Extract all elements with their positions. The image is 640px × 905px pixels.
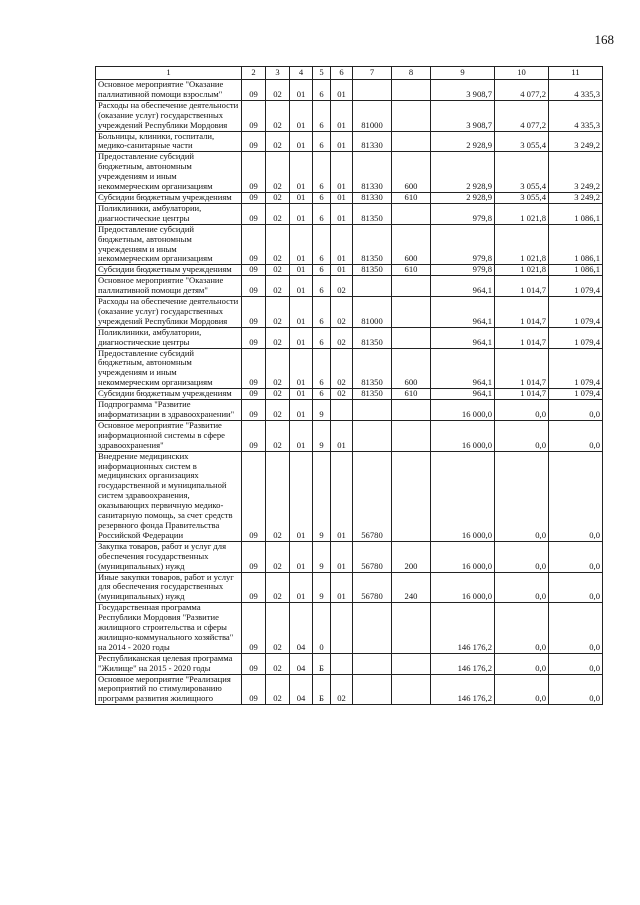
code-cell: 01 (331, 131, 353, 152)
code-cell: 09 (242, 327, 266, 348)
code-cell: 02 (266, 265, 290, 276)
row-name-cell: Поликлиники, амбулатории, диагностические центры (96, 327, 242, 348)
code-cell: 01 (290, 541, 313, 572)
code-cell: 56780 (353, 572, 392, 603)
code-cell (353, 276, 392, 297)
amount-cell: 2 928,9 (431, 152, 495, 193)
amount-cell: 1 014,7 (495, 297, 549, 328)
table-row (96, 348, 603, 389)
code-cell: 6 (313, 327, 331, 348)
code-cell (331, 603, 353, 654)
code-cell: 81000 (353, 297, 392, 328)
code-cell: 01 (290, 572, 313, 603)
code-cell: 09 (242, 420, 266, 451)
table-row (96, 327, 603, 348)
amount-cell: 4 335,3 (549, 80, 603, 101)
amount-cell: 16 000,0 (431, 451, 495, 541)
code-cell: 6 (313, 265, 331, 276)
code-cell: 6 (313, 80, 331, 101)
amount-cell: 16 000,0 (431, 400, 495, 421)
code-cell: 02 (266, 203, 290, 224)
code-cell (392, 297, 431, 328)
row-name-cell: Подпрограмма "Развитие информатизации в здравоохранении" (96, 400, 242, 421)
code-cell: 09 (242, 152, 266, 193)
code-cell: 01 (290, 451, 313, 541)
amount-cell: 16 000,0 (431, 572, 495, 603)
code-cell: 02 (266, 420, 290, 451)
amount-cell: 146 176,2 (431, 674, 495, 705)
amount-cell: 1 086,1 (549, 224, 603, 265)
amount-cell: 0,0 (549, 541, 603, 572)
code-cell: 04 (290, 674, 313, 705)
code-cell: 02 (266, 100, 290, 131)
amount-cell: 1 079,4 (549, 297, 603, 328)
column-header: 3 (266, 67, 290, 80)
code-cell: 9 (313, 400, 331, 421)
code-cell (331, 653, 353, 674)
table-row (96, 400, 603, 421)
code-cell (353, 674, 392, 705)
amount-cell: 1 079,4 (549, 327, 603, 348)
code-cell: 09 (242, 265, 266, 276)
code-cell (392, 603, 431, 654)
column-header: 6 (331, 67, 353, 80)
code-cell: 6 (313, 389, 331, 400)
table-row (96, 653, 603, 674)
code-cell: 01 (331, 152, 353, 193)
code-cell: 81000 (353, 100, 392, 131)
table-row (96, 100, 603, 131)
code-cell: 01 (290, 265, 313, 276)
amount-cell: 964,1 (431, 348, 495, 389)
column-header: 9 (431, 67, 495, 80)
code-cell: 610 (392, 192, 431, 203)
code-cell (392, 203, 431, 224)
amount-cell: 1 014,7 (495, 327, 549, 348)
row-name-cell: Закупка товаров, работ и услуг для обеспечения государственных (муниципальных) нужд (96, 541, 242, 572)
code-cell: 600 (392, 152, 431, 193)
row-name-cell: Внедрение медицинских информационных систем в медицинских организациях государственной и муниципальной систем здравоохранения, оказывающих первичную медико-санитарную помощь, за счет средств резервного фонда Правительства Российской Федерации (96, 451, 242, 541)
code-cell: 01 (290, 327, 313, 348)
amount-cell: 3 055,4 (495, 152, 549, 193)
code-cell: 9 (313, 420, 331, 451)
code-cell: 6 (313, 131, 331, 152)
code-cell: 01 (290, 224, 313, 265)
row-name-cell: Субсидии бюджетным учреждениям (96, 265, 242, 276)
row-name-cell: Расходы на обеспечение деятельности (оказание услуг) государственных учреждений Республики Мордовия (96, 297, 242, 328)
table-row (96, 603, 603, 654)
code-cell: 02 (266, 389, 290, 400)
code-cell: 01 (290, 192, 313, 203)
amount-cell: 3 908,7 (431, 80, 495, 101)
code-cell: 02 (266, 572, 290, 603)
table-row (96, 80, 603, 101)
row-name-cell: Поликлиники, амбулатории, диагностические центры (96, 203, 242, 224)
code-cell: 02 (266, 603, 290, 654)
code-cell: 02 (266, 192, 290, 203)
code-cell: 01 (290, 348, 313, 389)
code-cell: 09 (242, 192, 266, 203)
code-cell: 09 (242, 297, 266, 328)
amount-cell: 2 928,9 (431, 131, 495, 152)
amount-cell: 1 014,7 (495, 348, 549, 389)
amount-cell: 0,0 (495, 541, 549, 572)
code-cell: 200 (392, 541, 431, 572)
table-row (96, 192, 603, 203)
code-cell: 01 (290, 80, 313, 101)
code-cell (392, 420, 431, 451)
code-cell: 240 (392, 572, 431, 603)
code-cell (392, 400, 431, 421)
amount-cell: 1 014,7 (495, 389, 549, 400)
code-cell: 01 (331, 265, 353, 276)
amount-cell: 3 055,4 (495, 192, 549, 203)
code-cell: 610 (392, 389, 431, 400)
code-cell: 09 (242, 80, 266, 101)
amount-cell: 0,0 (495, 674, 549, 705)
code-cell: 02 (331, 389, 353, 400)
code-cell: 02 (331, 674, 353, 705)
amount-cell: 979,8 (431, 224, 495, 265)
column-header: 1 (96, 67, 242, 80)
code-cell: 09 (242, 203, 266, 224)
code-cell: 02 (266, 224, 290, 265)
amount-cell: 0,0 (495, 572, 549, 603)
code-cell: 02 (331, 348, 353, 389)
code-cell (392, 451, 431, 541)
code-cell: 09 (242, 451, 266, 541)
code-cell (392, 653, 431, 674)
table-row (96, 297, 603, 328)
code-cell: 09 (242, 100, 266, 131)
row-name-cell: Больницы, клиники, госпитали, медико-санитарные части (96, 131, 242, 152)
amount-cell: 0,0 (549, 674, 603, 705)
code-cell: 02 (331, 327, 353, 348)
code-cell: 09 (242, 603, 266, 654)
table-row (96, 389, 603, 400)
table-row (96, 224, 603, 265)
column-header: 11 (549, 67, 603, 80)
code-cell: 6 (313, 152, 331, 193)
table-row (96, 572, 603, 603)
code-cell: 81350 (353, 224, 392, 265)
amount-cell: 3 249,2 (549, 131, 603, 152)
code-cell: 04 (290, 603, 313, 654)
amount-cell: 1 086,1 (549, 203, 603, 224)
code-cell: 81350 (353, 348, 392, 389)
code-cell: Б (313, 653, 331, 674)
amount-cell: 964,1 (431, 327, 495, 348)
code-cell: 09 (242, 572, 266, 603)
code-cell: 01 (290, 276, 313, 297)
code-cell: Б (313, 674, 331, 705)
row-name-cell: Предоставление субсидий бюджетным, автономным учреждениям и иным некоммерческим организациям (96, 152, 242, 193)
code-cell: 01 (290, 400, 313, 421)
amount-cell: 1 079,4 (549, 276, 603, 297)
code-cell: 6 (313, 192, 331, 203)
amount-cell: 964,1 (431, 389, 495, 400)
code-cell: 09 (242, 389, 266, 400)
code-cell: 6 (313, 100, 331, 131)
code-cell: 02 (266, 451, 290, 541)
code-cell: 09 (242, 541, 266, 572)
row-name-cell: Предоставление субсидий бюджетным, автономным учреждениям и иным некоммерческим организациям (96, 348, 242, 389)
amount-cell: 1 079,4 (549, 389, 603, 400)
code-cell: 02 (266, 297, 290, 328)
amount-cell: 3 249,2 (549, 152, 603, 193)
amount-cell: 0,0 (495, 420, 549, 451)
code-cell (353, 80, 392, 101)
code-cell (392, 276, 431, 297)
column-header: 10 (495, 67, 549, 80)
code-cell: 01 (331, 192, 353, 203)
code-cell: 09 (242, 276, 266, 297)
code-cell: 02 (266, 80, 290, 101)
code-cell: 6 (313, 297, 331, 328)
table-row (96, 276, 603, 297)
amount-cell: 4 335,3 (549, 100, 603, 131)
code-cell: 01 (331, 451, 353, 541)
code-cell: 09 (242, 224, 266, 265)
row-name-cell: Основное мероприятие "Оказание паллиативной помощи взрослым" (96, 80, 242, 101)
code-cell: 02 (266, 131, 290, 152)
amount-cell: 4 077,2 (495, 80, 549, 101)
code-cell: 01 (290, 203, 313, 224)
amount-cell: 1 079,4 (549, 348, 603, 389)
amount-cell: 2 928,9 (431, 192, 495, 203)
amount-cell: 0,0 (549, 653, 603, 674)
code-cell: 09 (242, 348, 266, 389)
code-cell: 600 (392, 224, 431, 265)
row-name-cell: Государственная программа Республики Мордовия "Развитие жилищного строительства и сферы жилищно-коммунального хозяйства" на 2014 - 2020 годы (96, 603, 242, 654)
code-cell: 01 (290, 152, 313, 193)
code-cell: 09 (242, 131, 266, 152)
code-cell: 02 (331, 297, 353, 328)
code-cell: 02 (266, 348, 290, 389)
amount-cell: 146 176,2 (431, 603, 495, 654)
table-row (96, 674, 603, 705)
code-cell: 02 (266, 276, 290, 297)
amount-cell: 0,0 (549, 451, 603, 541)
code-cell: 9 (313, 572, 331, 603)
code-cell: 01 (331, 420, 353, 451)
table-row (96, 203, 603, 224)
amount-cell: 16 000,0 (431, 541, 495, 572)
code-cell (392, 327, 431, 348)
amount-cell: 0,0 (495, 451, 549, 541)
table-row (96, 451, 603, 541)
amount-cell: 979,8 (431, 265, 495, 276)
code-cell: 02 (266, 152, 290, 193)
amount-cell: 0,0 (495, 400, 549, 421)
amount-cell: 3 249,2 (549, 192, 603, 203)
row-name-cell: Предоставление субсидий бюджетным, автономным учреждениям и иным некоммерческим организациям (96, 224, 242, 265)
budget-table (95, 66, 603, 705)
code-cell: 9 (313, 541, 331, 572)
row-name-cell: Субсидии бюджетным учреждениям (96, 389, 242, 400)
table-row (96, 420, 603, 451)
table-row (96, 265, 603, 276)
code-cell: 81330 (353, 192, 392, 203)
code-cell: 6 (313, 224, 331, 265)
row-name-cell: Расходы на обеспечение деятельности (оказание услуг) государственных учреждений Республики Мордовия (96, 100, 242, 131)
row-name-cell: Основное мероприятие "Оказание паллиативной помощи детям" (96, 276, 242, 297)
code-cell: 01 (331, 224, 353, 265)
amount-cell: 1 014,7 (495, 276, 549, 297)
column-header: 5 (313, 67, 331, 80)
amount-cell: 3 055,4 (495, 131, 549, 152)
amount-cell: 0,0 (495, 603, 549, 654)
code-cell: 09 (242, 674, 266, 705)
code-cell: 81350 (353, 265, 392, 276)
row-name-cell: Субсидии бюджетным учреждениям (96, 192, 242, 203)
column-header: 4 (290, 67, 313, 80)
code-cell: 01 (290, 297, 313, 328)
code-cell: 01 (331, 80, 353, 101)
amount-cell: 1 086,1 (549, 265, 603, 276)
table-header-row (96, 67, 603, 80)
amount-cell: 964,1 (431, 297, 495, 328)
code-cell (392, 674, 431, 705)
code-cell (392, 100, 431, 131)
code-cell: 600 (392, 348, 431, 389)
amount-cell: 16 000,0 (431, 420, 495, 451)
table-body (96, 80, 603, 705)
amount-cell: 0,0 (549, 400, 603, 421)
page-number: 168 (594, 32, 614, 47)
row-name-cell: Основное мероприятие "Развитие информационной системы в сфере здравоохранения" (96, 420, 242, 451)
table-row (96, 541, 603, 572)
amount-cell: 979,8 (431, 203, 495, 224)
amount-cell: 0,0 (495, 653, 549, 674)
code-cell: 02 (266, 674, 290, 705)
amount-cell: 1 021,8 (495, 265, 549, 276)
code-cell: 01 (290, 389, 313, 400)
code-cell: 56780 (353, 451, 392, 541)
code-cell: 09 (242, 653, 266, 674)
column-header: 8 (392, 67, 431, 80)
code-cell: 02 (266, 541, 290, 572)
amount-cell: 0,0 (549, 420, 603, 451)
code-cell: 81350 (353, 203, 392, 224)
table-row (96, 131, 603, 152)
row-name-cell: Республиканская целевая программа "Жилище" на 2015 - 2020 годы (96, 653, 242, 674)
code-cell (392, 80, 431, 101)
code-cell: 02 (331, 276, 353, 297)
code-cell: 01 (331, 572, 353, 603)
code-cell (353, 603, 392, 654)
code-cell: 6 (313, 348, 331, 389)
code-cell (392, 131, 431, 152)
code-cell: 01 (331, 203, 353, 224)
code-cell: 81330 (353, 152, 392, 193)
code-cell: 81350 (353, 327, 392, 348)
code-cell: 6 (313, 203, 331, 224)
row-name-cell: Иные закупки товаров, работ и услуг для обеспечения государственных (муниципальных) нужд (96, 572, 242, 603)
column-header: 2 (242, 67, 266, 80)
code-cell: 610 (392, 265, 431, 276)
amount-cell: 3 908,7 (431, 100, 495, 131)
code-cell (331, 400, 353, 421)
code-cell: 56780 (353, 541, 392, 572)
amount-cell: 0,0 (549, 572, 603, 603)
code-cell: 9 (313, 451, 331, 541)
code-cell: 01 (290, 420, 313, 451)
amount-cell: 1 021,8 (495, 224, 549, 265)
amount-cell: 4 077,2 (495, 100, 549, 131)
code-cell: 09 (242, 400, 266, 421)
column-header: 7 (353, 67, 392, 80)
code-cell: 02 (266, 400, 290, 421)
code-cell: 6 (313, 276, 331, 297)
code-cell: 81330 (353, 131, 392, 152)
code-cell: 02 (266, 327, 290, 348)
code-cell (353, 653, 392, 674)
row-name-cell: Основное мероприятие "Реализация мероприятий по стимулированию программ развития жилищного (96, 674, 242, 705)
code-cell (353, 420, 392, 451)
code-cell: 81350 (353, 389, 392, 400)
code-cell: 01 (290, 131, 313, 152)
code-cell: 0 (313, 603, 331, 654)
code-cell: 04 (290, 653, 313, 674)
code-cell: 01 (331, 100, 353, 131)
code-cell: 02 (266, 653, 290, 674)
code-cell: 01 (290, 100, 313, 131)
code-cell: 01 (331, 541, 353, 572)
table-row (96, 152, 603, 193)
amount-cell: 1 021,8 (495, 203, 549, 224)
code-cell (353, 400, 392, 421)
amount-cell: 146 176,2 (431, 653, 495, 674)
amount-cell: 964,1 (431, 276, 495, 297)
amount-cell: 0,0 (549, 603, 603, 654)
